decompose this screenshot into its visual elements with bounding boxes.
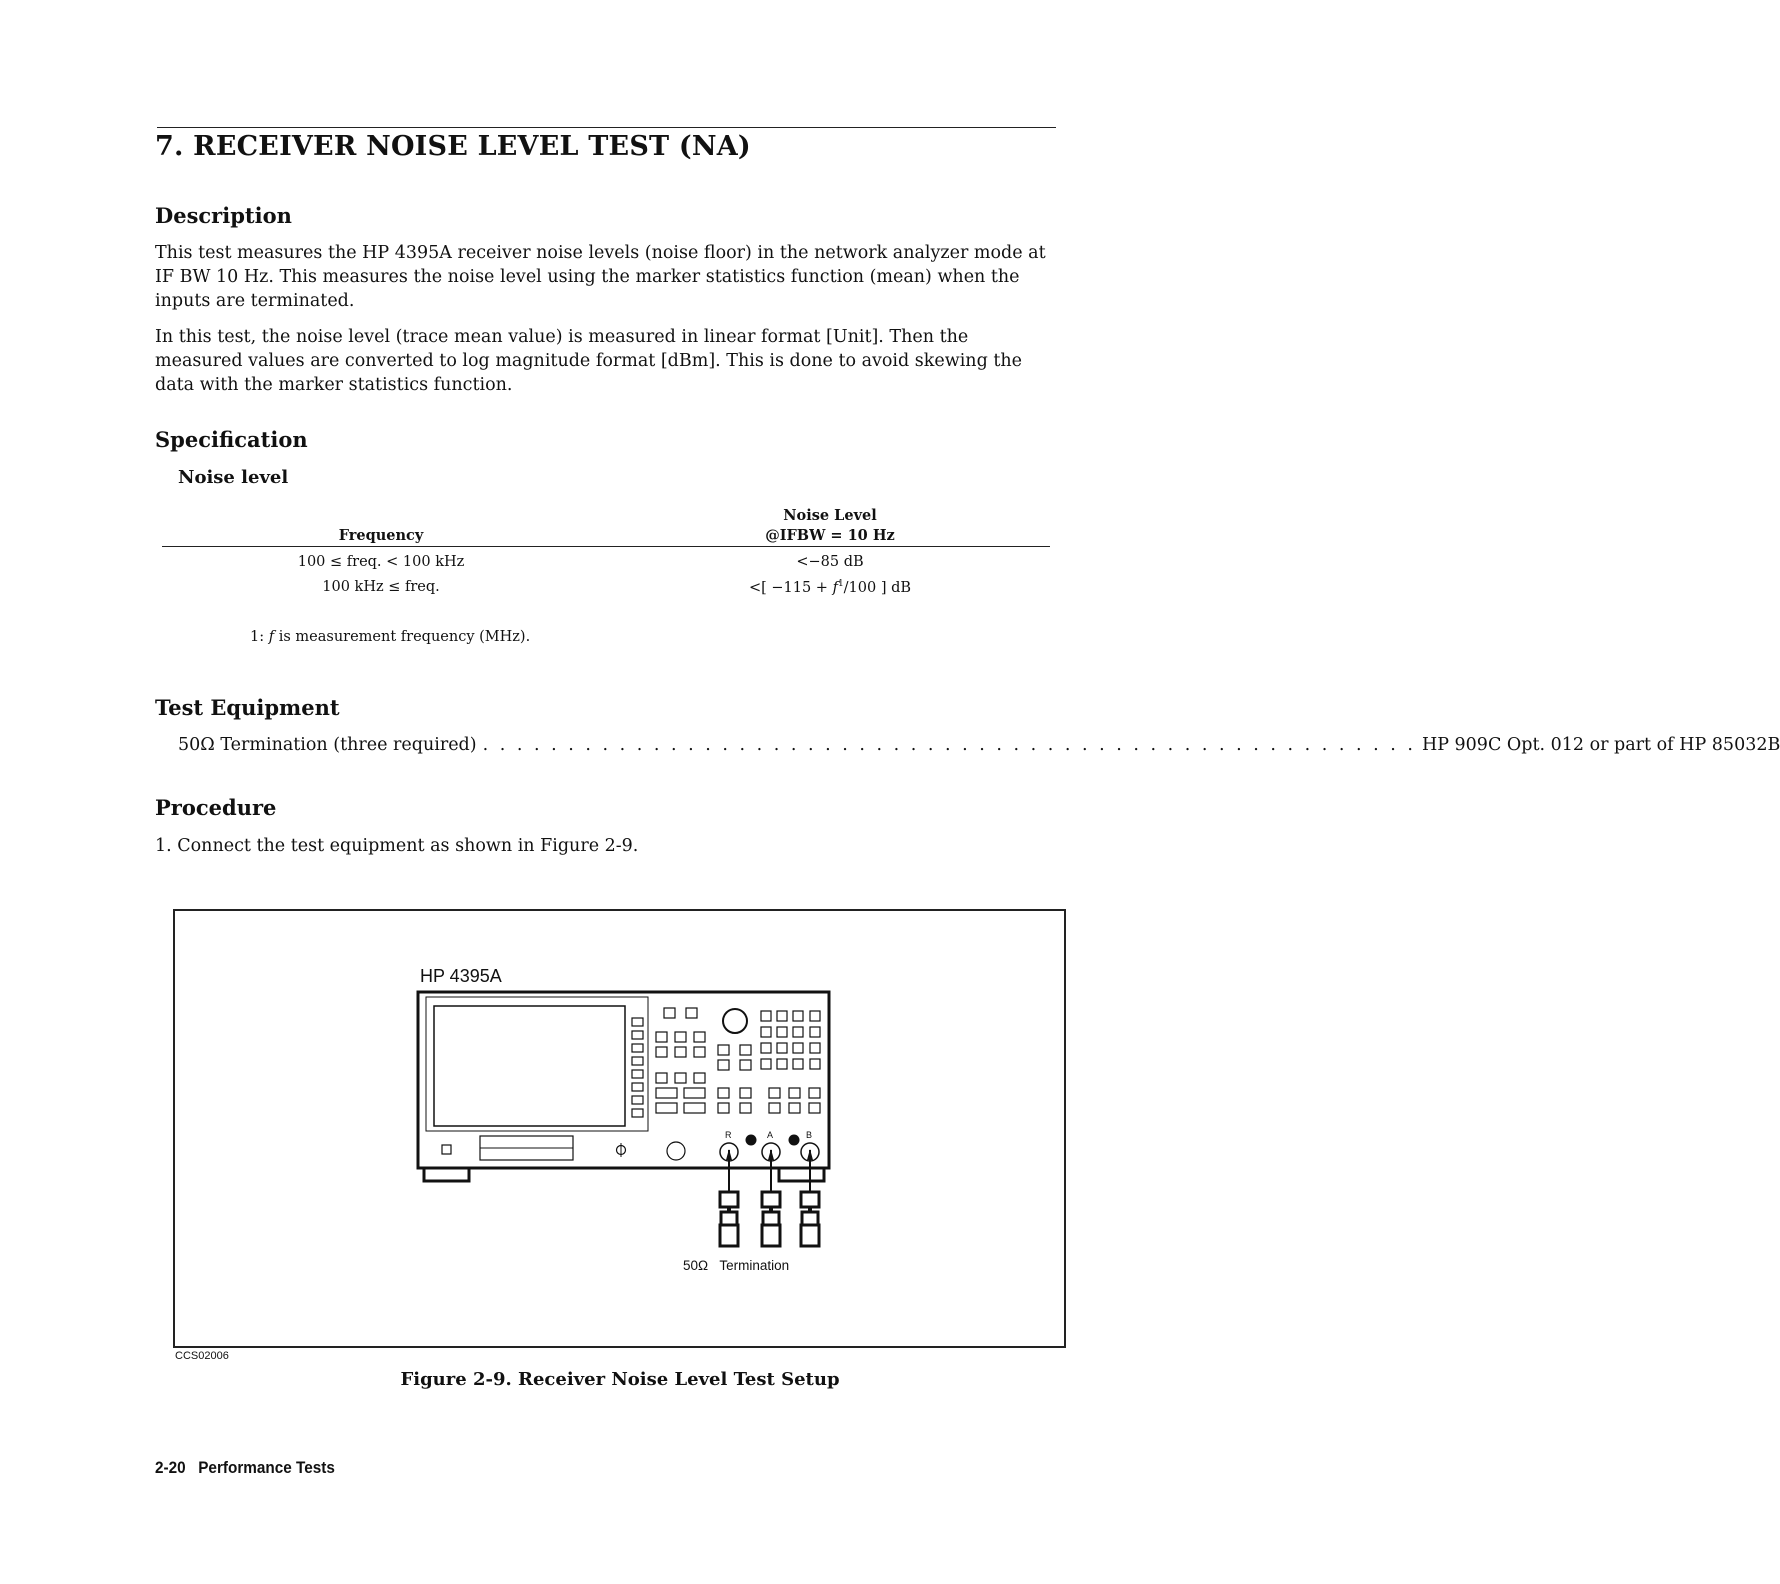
port-r-label: R: [725, 1130, 732, 1140]
procedure-step-1: 1. Connect the test equipment as shown in Figure 2-9.: [155, 836, 639, 856]
display-screen: [434, 1006, 625, 1126]
power-switch: [442, 1145, 451, 1154]
rf-out-connector: [667, 1142, 685, 1160]
instrument-foot-right: [779, 1168, 824, 1181]
section-title: 7. RECEIVER NOISE LEVEL TEST (NA): [155, 131, 751, 162]
keypad-right: [718, 1011, 820, 1113]
noise-level-subheading: Noise level: [178, 467, 289, 488]
softkeys: [632, 1018, 643, 1117]
equipment-name: 50Ω Termination (three required): [178, 735, 477, 755]
instrument-foot-left: [424, 1168, 469, 1181]
port-indicator-2: [789, 1135, 800, 1146]
row2-noise: <[ $-115 + f^1/100$ ] dB: [748, 579, 912, 596]
noise-level-header-line1: Noise Level: [783, 507, 877, 524]
keypad-left: [656, 1008, 705, 1113]
page-footer: [155, 1458, 347, 1478]
frequency-header: Frequency: [338, 527, 424, 544]
procedure-heading: Procedure: [155, 795, 277, 820]
equipment-part: HP 909C Opt. 012 or part of HP 85032B: [1421, 735, 1780, 755]
termination-b: [801, 1150, 819, 1246]
row1-noise: <−85 dB: [796, 554, 864, 570]
display-bezel: [426, 997, 648, 1131]
termination-label: 50Ω Termination: [683, 1258, 790, 1273]
description-heading: Description: [155, 203, 292, 228]
port-indicator-1: [746, 1135, 757, 1146]
rotary-knob: [723, 1009, 747, 1033]
description-paragraph-1: This test measures the HP 4395A receiver noise levels (noise floor) in the network analyzer mode at IF BW 10 Hz. This measures the noise level using the marker statistics function (mean) when the inputs are terminated.: [155, 243, 1046, 311]
figure-id: CCS02006: [175, 1350, 229, 1362]
row2-frequency: 100 kHz ≤ freq.: [322, 579, 440, 595]
page-number: 2-20: [155, 1458, 186, 1477]
noise-level-header-line2: @IFBW = 10 Hz: [765, 527, 895, 544]
section-name: Performance Tests: [198, 1458, 335, 1477]
table-footnote: 1: f is measurement frequency (MHz).: [250, 629, 531, 645]
port-a-label: A: [767, 1130, 774, 1140]
instrument-label: HP 4395A: [420, 966, 502, 986]
row1-frequency: 100 ≤ freq. < 100 kHz: [297, 554, 465, 570]
termination-a: [762, 1150, 780, 1246]
port-b-label: B: [806, 1130, 813, 1140]
specification-heading: Specification: [155, 427, 308, 452]
test-equipment-heading: Test Equipment: [155, 695, 340, 720]
figure-caption: Figure 2-9. Receiver Noise Level Test Setup: [400, 1369, 840, 1390]
leader-dots: . . . . . . . . . . . . . . . . . . . . . . . . . . . . . . . . . . . . . . . . . . . . . . . . . . . . . . .: [482, 735, 1416, 755]
description-paragraph-2: In this test, the noise level (trace mean value) is measured in linear format [Unit]. Then the measured values are converted to log magnitude format [dBm]. This is done to avoid skewing the data with the marker statistics function.: [155, 327, 1023, 395]
termination-r: [720, 1150, 738, 1246]
